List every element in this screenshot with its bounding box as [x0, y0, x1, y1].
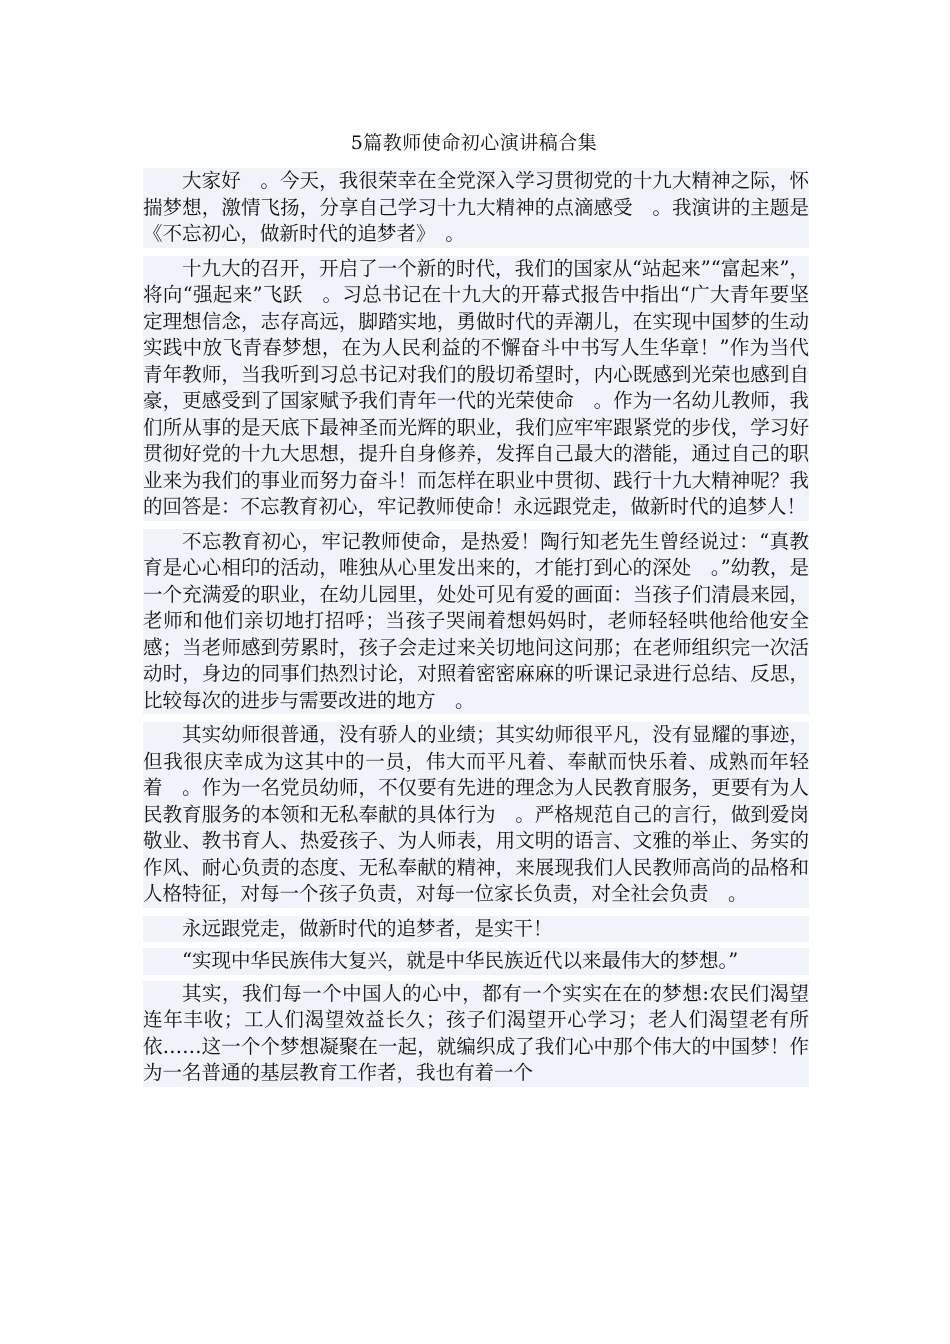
paragraph-follow-party: 永远跟党走，做新时代的追梦者，是实干！ — [143, 916, 809, 943]
paragraph-chinese-dream: 其实，我们每一个中国人的心中，都有一个实实在在的梦想:农民们渴望连年丰收；工人们渴望效益长久；孩子们渴望开心学习；老人们渴望老有所依……这一个个梦想凝聚在一起，就编织成了我们心中那个伟大的中国梦！作为一名普通的基层教育工作者，我也有着一个 — [143, 981, 809, 1087]
document-title: 5篇教师使命初心演讲稿合集 — [350, 132, 598, 154]
paragraph-quote: “实现中华民族伟大复兴，就是中华民族近代以来最伟大的梦想。” — [143, 948, 809, 975]
document-body — [143, 168, 809, 1095]
paragraph-greeting: 大家好 。今天，我很荣幸在全党深入学习贯彻党的十九大精神之际，怀揣梦想，激情飞扬，分享自己学习十九大精神的点滴感受 。我演讲的主题是《不忘初心，做新时代的追梦者》 。 — [143, 168, 809, 248]
paragraph-nineteenth-congress: 十九大的召开，开启了一个新的时代，我们的国家从“站起来”“富起来”，将向“强起来”飞跃 。习总书记在十九大的开幕式报告中指出“广大青年要坚定理想信念，志存高远，脚踏实地，勇做时代的弄潮儿，在实现中国梦的生动实践中放飞青春梦想，在为人民利益的不懈奋斗中书写人生华章！”作为当代青年教师，当我听到习总书记对我们的殷切希望时，内心既感到光荣也感到自豪，更感受到了国家赋予我们青年一代的光荣使命 。作为一名幼儿教师，我们所从事的是天底下最神圣而光辉的职业，我们应牢牢跟紧党的步伐，学习好贯彻好党的十九大思想，提升自身修养，发挥自己最大的潜能，通过自己的职业来为我们的事业而努力奋斗！而怎样在职业中贯彻、践行十九大精神呢？我的回答是：不忘教育初心，牢记教师使命！永远跟党走，做新时代的追梦人！ — [143, 256, 809, 521]
paragraph-love: 不忘教育初心，牢记教师使命，是热爱！陶行知老先生曾经说过：“真教育是心心相印的活动，唯独从心里发出来的，才能打到心的深处 。”幼教，是一个充满爱的职业，在幼儿园里，处处可见有爱的画面：当孩子们清晨来园，老师和他们亲切地打招呼；当孩子哭闹着想妈妈时，老师轻轻哄他给他安全感；当老师感到劳累时，孩子会走过来关切地问这问那；在老师组织完一次活动时，身边的同事们热烈讨论，对照着密密麻麻的听课记录进行总结、反思，比较每次的进步与需要改进的地方 。 — [143, 529, 809, 715]
paragraph-ordinary-teacher: 其实幼师很普通，没有骄人的业绩；其实幼师很平凡，没有显耀的事迹，但我很庆幸成为这其中的一员，伟大而平凡着、奉献而快乐着、成熟而年轻着 。作为一名党员幼师，不仅要有先进的理念为人民教育服务，更要有为人民教育服务的本领和无私奉献的具体行为 。严格规范自己的言行，做到爱岗敬业、教书育人、热爱孩子、为人师表，用文明的语言、文雅的举止、务实的作风、耐心负责的态度、无私奉献的精神，来展现我们人民教师高尚的品格和人格特征，对每一个孩子负责，对每一位家长负责，对全社会负责 。 — [143, 722, 809, 908]
